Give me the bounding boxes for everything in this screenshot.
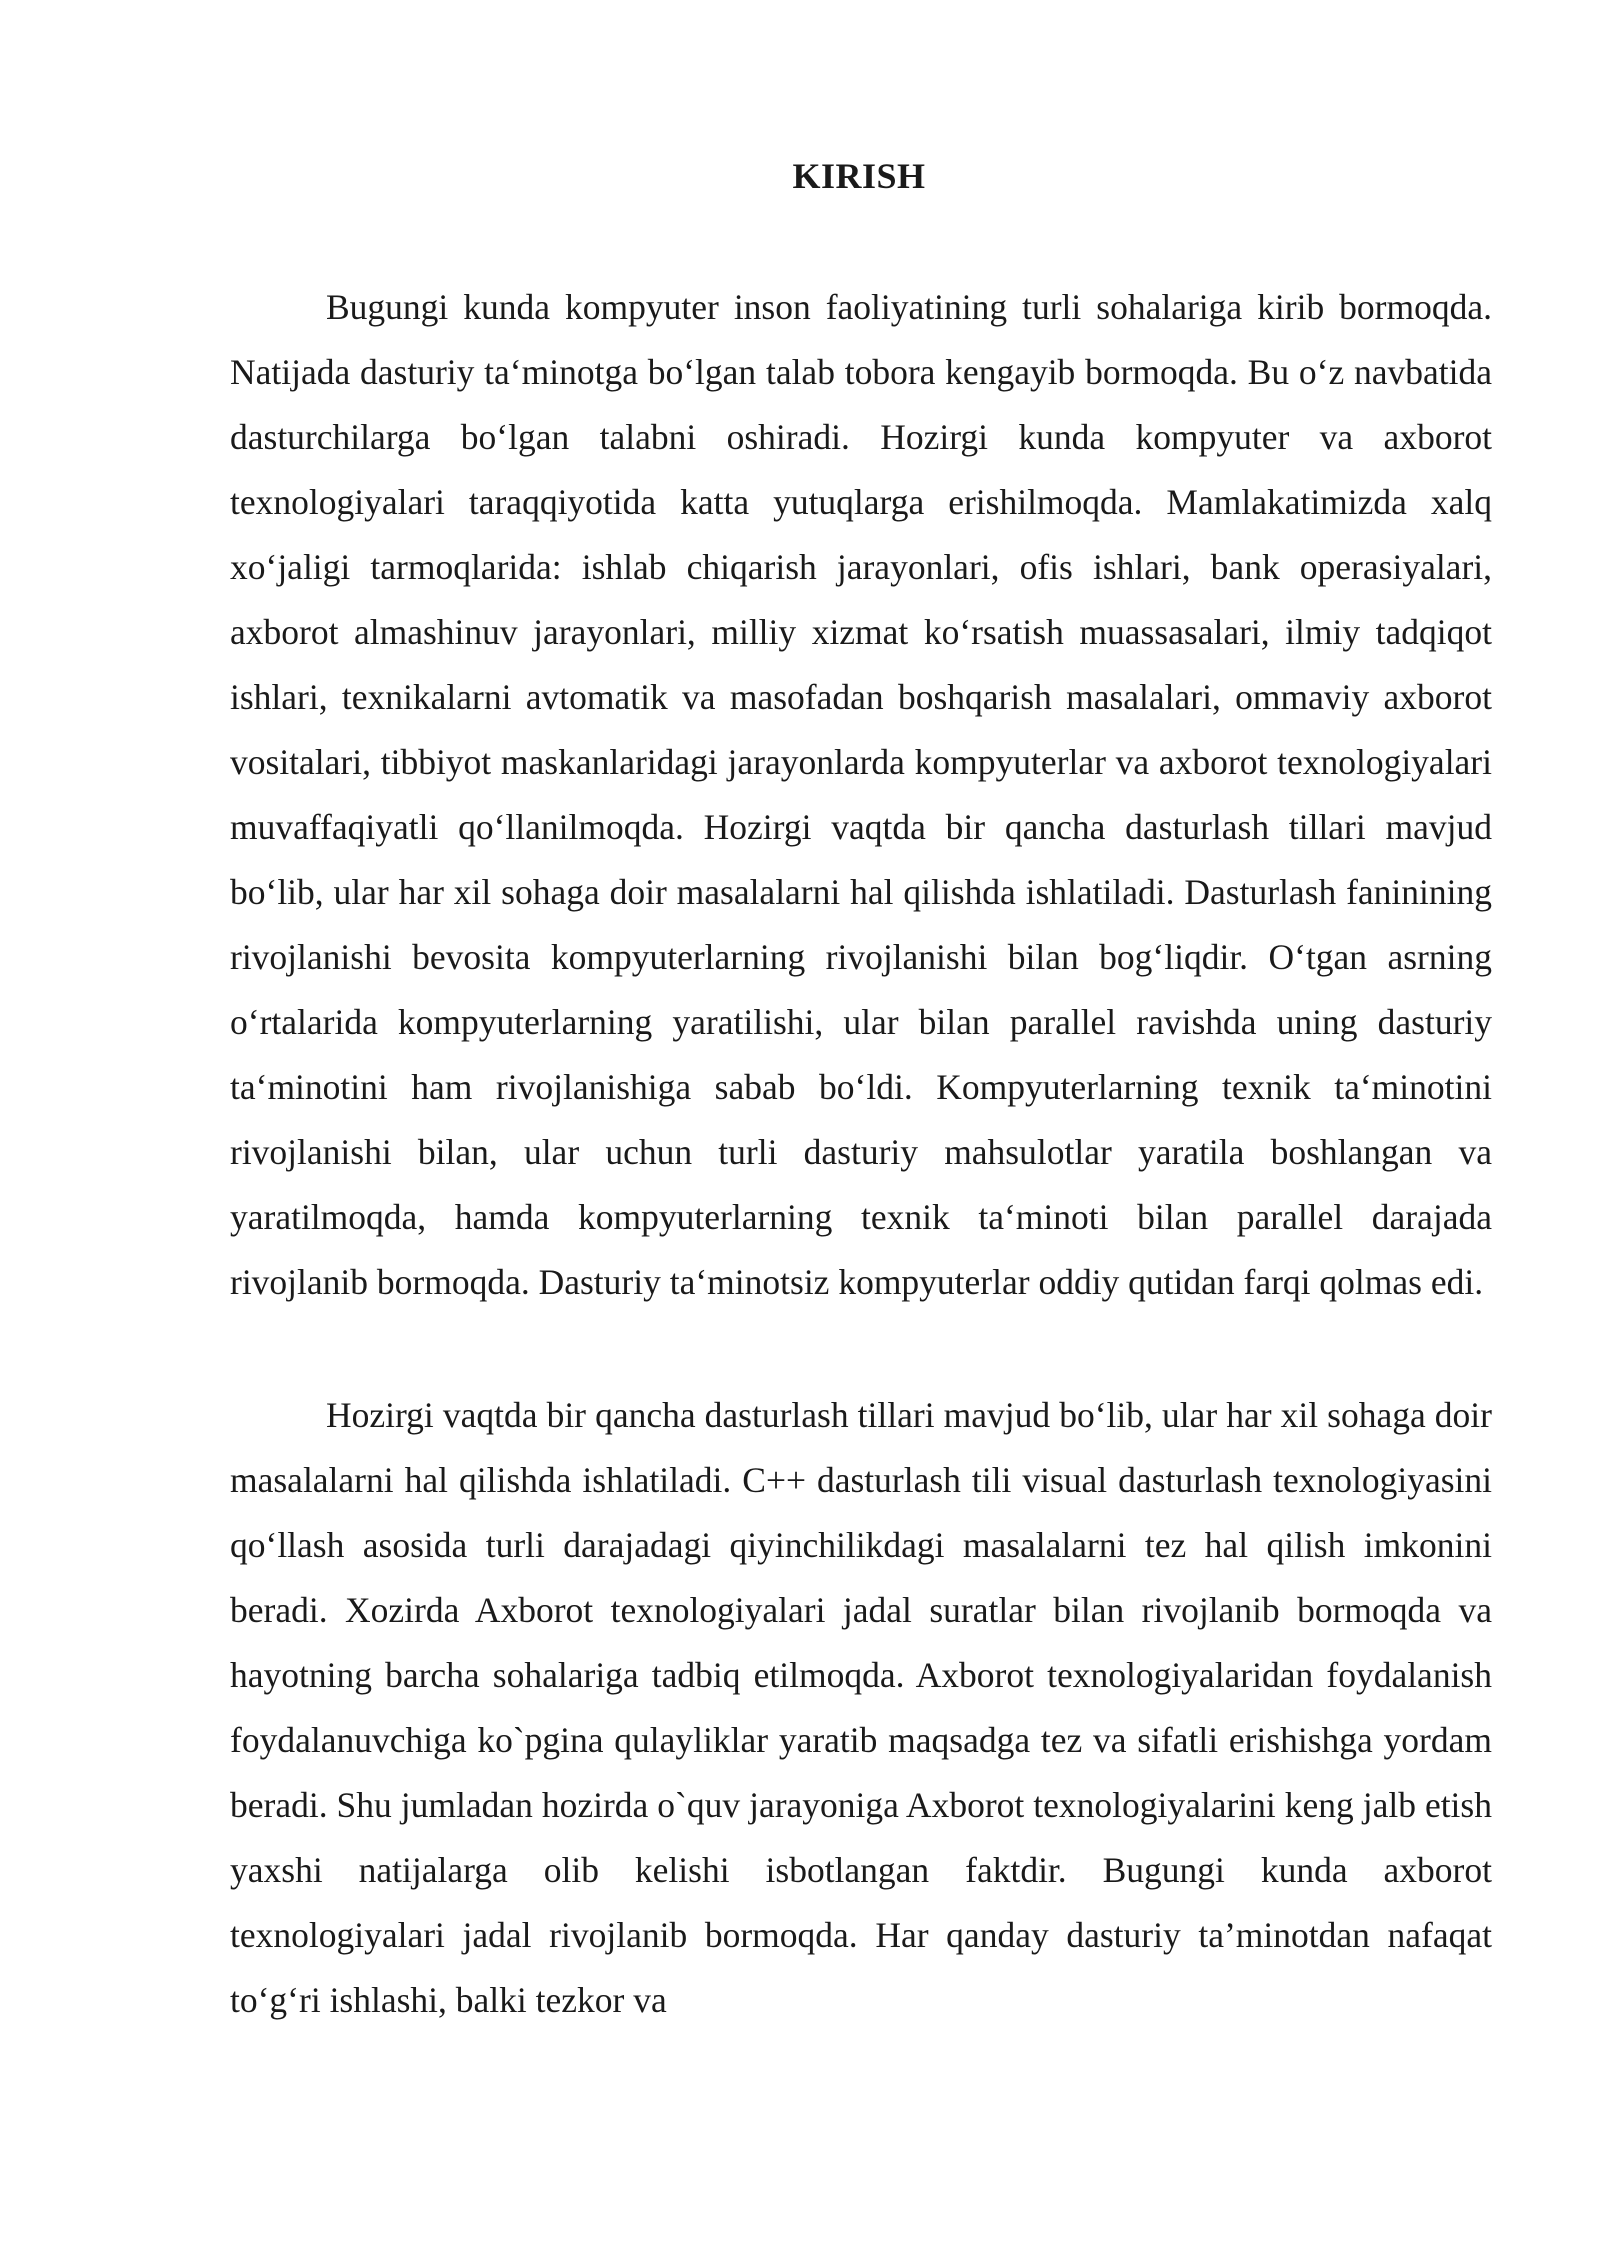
- paragraph-text: Bugungi kunda kompyuter inson faoliyatining turli sohalariga kirib bormoqda. Natijada dasturiy ta‘minotga bo‘lgan talab tobora kengayib bormoqda. Bu o‘z navbatida dasturchilarga bo‘lgan talabni oshiradi. Hozirgi kunda kompyuter va axborot texnologiyalari taraqqiyotida katta yutuqlarga erishilmoqda. Mamlakatimizda xalq xo‘jaligi tarmoqlarida: ishlab chiqarish jarayonlari, ofis ishlari, bank operasiyalari, axborot almashinuv jarayonlari, milliy xizmat ko‘rsatish muassasalari, ilmiy tadqiqot ishlari, texnikalarni avtomatik va masofadan boshqarish masalalari, ommaviy axborot vositalari, tibbiyot maskanlaridagi jarayonlarda kompyuterlar va axborot texnologiyalari muvaffaqiyatli qo‘llanilmoqda. Hozirgi vaqtda bir qancha dasturlash tillari mavjud bo‘lib, ular har xil sohaga doir masalalarni hal qilishda ishlatiladi. Dasturlash faninining rivojlanishi bevosita kompyuterlarning rivojlanishi bilan bog‘liqdir. O‘tgan asrning o‘rtalarida kompyuterlarning yaratilishi, ular bilan parallel ravishda uning dasturiy ta‘minotini ham rivojlanishiga sabab bo‘ldi. Kompyuterlarning texnik ta‘minotini rivojlanishi bilan, ular uchun turli dasturiy mahsulotlar yaratila boshlangan va yaratilmoqda, hamda kompyuterlarning texnik ta‘minoti bilan parallel darajada rivojlanib bormoqda. Dasturiy ta‘minotsiz kompyuterlar oddiy qutidan farqi qolmas edi.: [230, 287, 1492, 1302]
- body-paragraph-1: [230, 275, 1492, 1315]
- body-paragraph-2: [230, 1383, 1492, 2033]
- page-title: KIRISH: [792, 156, 926, 196]
- paragraph-text: Hozirgi vaqtda bir qancha dasturlash tillari mavjud bo‘lib, ular har xil sohaga doir masalalarni hal qilishda ishlatiladi. C++ dasturlash tili visual dasturlash texnologiyasini qo‘llash asosida turli darajadagi qiyinchilikdagi masalalarni tez hal qilish imkonini beradi. Xozirda Axborot texnologiyalari jadal suratlar bilan rivojlanib bormoqda va hayotning barcha sohalariga tadbiq etilmoqda. Axborot texnologiyalaridan foydalanish foydalanuvchiga ko`pgina qulayliklar yaratib maqsadga tez va sifatli erishishga yordam beradi. Shu jumladan hozirda o`quv jarayoniga Axborot texnologiyalarini keng jalb etish yaxshi natijalarga olib kelishi isbotlangan faktdir. Bugungi kunda axborot texnologiyalari jadal rivojlanib bormoqda. Har qanday dasturiy ta’minotdan nafaqat to‘g‘ri ishlashi, balki tezkor va: [230, 1395, 1492, 2020]
